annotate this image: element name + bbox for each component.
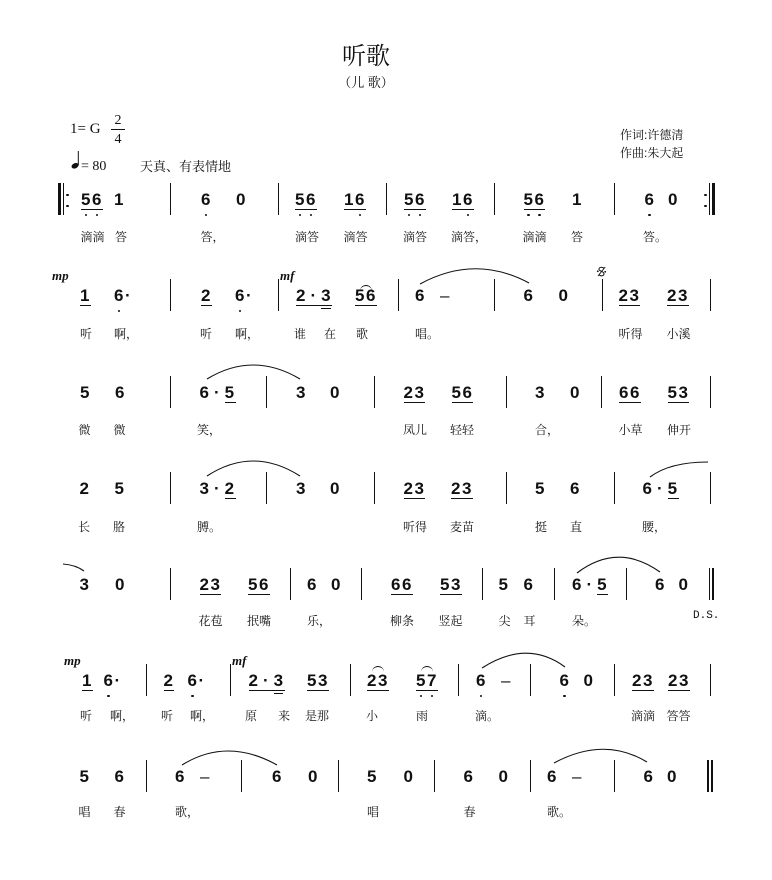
note: 56 [451,382,474,402]
lyric: 朵。 [572,614,597,628]
lyric: 歌， [175,805,200,819]
note: 16 [344,190,366,209]
note: 0 [570,382,581,402]
barline [626,568,627,600]
double-barline [709,568,721,600]
note: 5 [80,382,91,402]
composer-credit: 作曲:朱大起 [620,146,684,160]
staff-row-6 [0,653,772,723]
thick-barline [711,760,714,792]
note: 0 [667,767,678,786]
barline [710,472,711,504]
lyric: 啊， [235,327,260,341]
note: 0 [403,767,415,786]
note: 6 [114,767,126,786]
note-group [249,672,285,691]
barline [386,183,387,215]
final-barline [707,760,719,792]
thick-barline [712,183,715,215]
note: 1 [572,190,583,209]
lyric: 长 [78,520,91,534]
note: 2· [248,671,274,690]
lyric: 尖 [498,614,511,628]
lyric: 听 [80,327,93,341]
note: 23 [403,382,426,402]
lyric: 答答 [666,709,691,723]
barline [458,664,459,696]
note: 6· [103,671,122,690]
key-signature: 1= G [70,121,101,137]
note: 23 [618,286,641,305]
note: 6 [463,767,475,786]
note: 56 [404,190,426,209]
tie-arc [577,557,660,573]
barline [530,760,531,792]
note: 23 [667,286,689,305]
note: 6 [643,767,655,786]
note: 1 [80,286,91,305]
slur-mark [421,666,433,672]
note: 6 [307,575,318,594]
barline [266,472,267,504]
note: 0 [236,190,247,209]
note: 6· [187,671,206,690]
note: 0 [331,575,342,594]
barline [278,279,279,311]
note: 2· [296,286,322,305]
tie-arc [554,749,647,763]
lyric: 听 [161,709,174,723]
barline [710,664,711,696]
note: 6 [272,767,283,786]
tie-arc [182,751,277,765]
note: 6· [235,286,254,305]
note: 3 [79,575,91,594]
note: 56 [248,575,270,594]
lyric: 麦苗 [450,520,475,534]
note: 23 [668,671,690,690]
note: 3· [199,479,225,498]
note: 1 [114,190,125,209]
lyric: 啊， [190,709,215,723]
barline [434,760,435,792]
barline [374,376,375,408]
note: 53 [307,671,329,690]
tie-arc [207,365,300,379]
lyric: 凤儿 [403,423,428,437]
staff-row-4 [0,479,772,534]
barline [338,760,339,792]
note: 23 [403,479,426,498]
note: 6 [523,575,535,594]
lyric: 花苞 [198,614,223,628]
repeat-dot [704,205,707,208]
note: 6· [199,382,225,402]
tie-arc [63,564,84,571]
lyric: 耳 [523,614,536,628]
lyric: 滴。 [475,709,500,723]
thin-barline [63,183,64,215]
thin-barline [709,568,711,600]
barline [602,279,603,311]
song-subtitle: （儿 歌） [338,75,394,90]
lyricist-credit: 作词:许德清 [620,128,684,142]
barline [374,472,375,504]
barline [146,760,147,792]
note: 5 [667,479,679,498]
lyric: 胳 [113,520,126,534]
barline [710,376,711,408]
song-title: 听歌 [342,42,390,70]
note: 56 [295,190,317,209]
lyric: 雨 [416,709,429,723]
staff-row-7 [0,767,772,819]
expression-marking: 天真、有表情地 [140,159,232,174]
lyric: 听 [80,709,93,723]
barline [170,376,171,408]
barline [146,664,147,696]
lyric: 伸开 [667,423,692,437]
lyric: 滴滴 [631,709,656,723]
note: 0 [678,575,690,594]
lyric: 答 [115,230,128,244]
note-group [200,384,236,402]
lyric: 合， [535,423,560,437]
lyric: 竖起 [438,614,463,628]
note: 66 [391,575,413,594]
note: 23 [199,575,222,594]
lyric: 唱 [78,805,91,819]
note: 6 [655,575,666,594]
note: 5 [498,575,510,594]
note: 5 [597,575,609,594]
note: 23 [367,671,389,690]
tie-arc [482,653,565,668]
lyric: 挺 [535,520,548,534]
note: 0 [308,767,319,786]
barline [398,279,399,311]
lyric: 唱。 [415,327,440,341]
extension-dash: – [501,671,512,690]
lyric: 听得 [618,327,643,341]
barline [530,664,531,696]
thin-barline [712,568,714,600]
lyric: 听得 [403,520,428,534]
lyric: 滴答 [295,230,320,244]
note: 0 [330,479,341,498]
note: 6 [644,190,656,209]
dal-segno-mark: D.S. [693,610,720,622]
note: 23 [451,479,473,498]
lyric: 啊， [114,327,139,341]
note: 16 [452,190,474,209]
note: 5 [79,767,91,786]
lyric: 笑， [197,423,222,437]
lyric: 滴答 [403,230,428,244]
barline [506,472,507,504]
lyric: 微 [113,423,126,437]
barline [266,376,267,408]
note: 6 [115,382,126,402]
lyric: 直 [570,520,583,534]
note: 2 [201,286,212,305]
note: 1 [82,671,93,690]
note-group [200,480,236,498]
barline [170,568,171,600]
thick-barline [58,183,61,215]
time-signature-line [111,129,125,130]
barline [170,183,171,215]
repeat-dot [66,194,69,197]
barline [494,183,495,215]
barline [230,664,231,696]
lyric: 春 [463,805,476,819]
note: 3 [296,479,307,498]
lyric: 答。 [643,230,668,244]
lyric: 谁 [294,327,307,341]
lyric: 春 [113,805,126,819]
staff-row-2 [0,268,772,341]
note: 2 [224,479,236,498]
repeat-start-sign [58,183,70,215]
note: 6 [175,767,186,786]
barline [278,183,279,215]
note: 57 [416,671,438,690]
tempo-value: = 80 [81,159,107,174]
lyric: 来 [278,709,291,723]
lyric: 滴答， [451,230,488,244]
staff-row-3 [0,382,772,437]
barline [601,376,602,408]
note: 6 [476,671,487,690]
time-signature-denominator: 4 [114,132,122,147]
tie-arc [207,461,300,476]
note: 5 [535,479,546,498]
note: 6 [201,190,212,209]
barline [506,376,507,408]
note: 5 [367,767,378,786]
extension-dash: – [440,286,451,305]
note: 0 [558,286,570,305]
barline [350,664,351,696]
lyric: 腰， [642,520,667,534]
barline [494,279,495,311]
barline [361,568,362,600]
note: 2 [79,479,91,498]
thin-barline [707,760,709,792]
note: 56 [523,190,546,209]
staff-row-1 [0,190,772,244]
slur-mark [360,285,372,291]
segno-icon [596,266,607,277]
dynamic-mark: mp [64,653,81,668]
tie-arc [420,269,529,284]
lyric: 轻轻 [450,423,475,437]
lyric: 听 [200,327,213,341]
note: 3 [273,671,285,690]
lyric: 柳条 [390,614,415,628]
barline [170,472,171,504]
lyric: 答 [571,230,584,244]
lyric: 滴滴 [80,230,105,244]
lyric: 歌。 [547,805,572,819]
note: 23 [632,671,654,690]
barline [614,664,615,696]
note: 6 [547,767,558,786]
note: 6 [523,286,535,305]
note: 3 [535,382,546,402]
note: 0 [583,671,595,690]
note: 6 [570,479,581,498]
barline [290,568,291,600]
lyric: 滴答 [343,230,368,244]
lyric: 小 [366,709,379,723]
barline [241,760,242,792]
thin-barline [709,183,710,215]
lyric: 原 [245,709,258,723]
note: 56 [81,190,103,209]
lyric: 在 [324,327,337,341]
extension-dash: – [572,767,583,786]
barline [710,279,711,311]
repeat-end-sign [704,183,716,215]
repeat-dot [66,205,69,208]
lyric: 歌 [356,327,369,341]
dynamic-mark: mp [52,268,69,283]
barline [170,279,171,311]
note: 3 [296,382,307,402]
note-group [572,576,608,594]
extension-dash: – [200,767,211,786]
lyric: 是那 [305,709,330,723]
lyric: 小溪 [666,327,691,341]
time-signature [111,111,125,147]
note-group [296,287,332,306]
note: 6 [415,286,426,305]
note: 3 [321,286,333,305]
barline [554,568,555,600]
note-group [643,480,679,498]
note: 53 [667,382,690,402]
dynamic-mark: mf [232,653,247,668]
lyric: 小草 [618,423,643,437]
note: 5 [114,479,126,498]
lyric: 唱 [367,805,380,819]
lyric: 滴滴 [522,230,547,244]
time-signature-numerator: 2 [114,113,122,128]
note: 0 [668,190,679,209]
note: 0 [115,575,126,594]
repeat-dot [704,194,707,197]
note: 56 [355,286,377,305]
lyric: 膊。 [197,520,222,534]
note: 53 [440,575,462,594]
note-group [416,672,438,691]
note: 0 [330,382,341,402]
lyric: 乐， [307,614,332,628]
slur-mark [372,666,384,672]
note: 6 [559,671,571,690]
barline [614,760,615,792]
note: 0 [498,767,510,786]
barline [614,472,615,504]
barline [482,568,483,600]
lyric: 啊， [110,709,135,723]
note: 66 [619,382,641,402]
lyric: 抿嘴 [247,614,272,628]
note: 6· [572,575,598,594]
lyric: 答， [200,230,225,244]
note: 6· [114,286,133,305]
dynamic-mark: mf [280,268,295,283]
note: 6· [642,479,668,498]
note-group [355,287,377,306]
note-group [367,672,389,691]
note: 2 [163,671,175,690]
lyric: 微 [78,423,91,437]
note: 5 [224,382,236,402]
staff-row-5 [0,575,772,628]
tie-arc [650,462,708,477]
barline [614,183,615,215]
